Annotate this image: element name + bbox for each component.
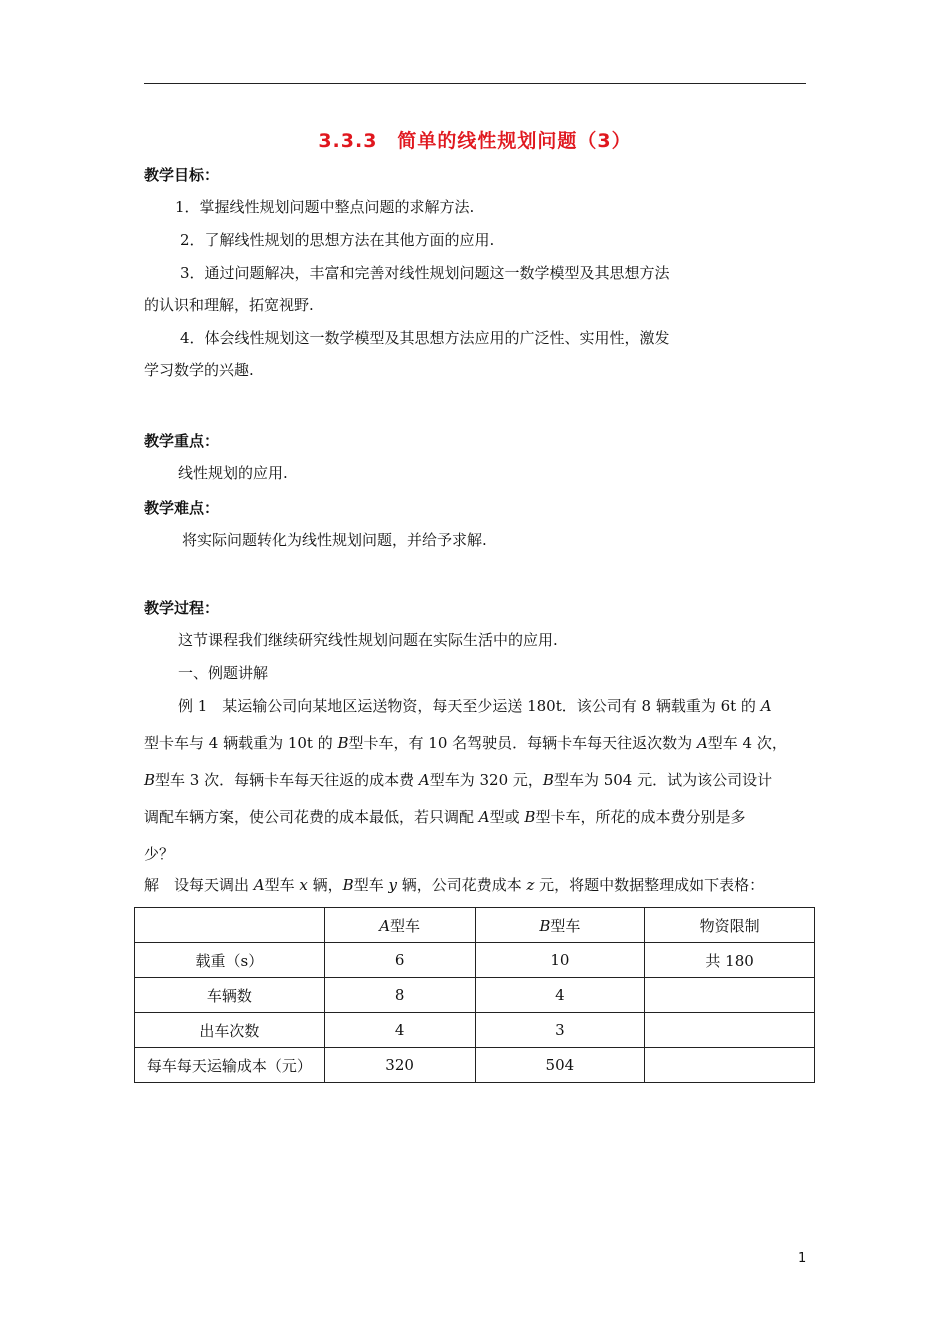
goal-item-4: 4．体会线性规划这一数学模型及其思想方法应用的广泛性、实用性，激发	[180, 329, 670, 347]
table-row	[135, 978, 815, 1013]
section-heading: 一、例题讲解	[178, 664, 269, 682]
difficulty-heading: 教学难点：	[144, 499, 220, 517]
table-header-cell: B型车	[475, 908, 645, 943]
process-intro: 这节课程我们继续研究线性规划问题在实际生活中的应用.	[178, 631, 558, 649]
example-line-2: 型卡车与 4 辆载重为 10t 的 B型卡车，有 10 名驾驶员．每辆卡车每天往返次数为 A型车 4 次，	[144, 734, 787, 752]
page-title: 3.3.3 简单的线性规划问题（3）	[318, 130, 632, 152]
table-row	[135, 1048, 815, 1083]
table-header-cell: 物资限制	[645, 908, 815, 943]
table-cell	[645, 1013, 815, 1048]
example-line-4: 调配车辆方案，使公司花费的成本最低，若只调配 A型或 B型卡车，所花的成本费分别是多	[144, 808, 746, 826]
table-cell: 10	[475, 943, 645, 978]
table-cell: 每车每天运输成本（元）	[135, 1048, 325, 1083]
process-heading: 教学过程：	[144, 599, 220, 617]
table-row	[135, 943, 815, 978]
goal-item-3: 3．通过问题解决，丰富和完善对线性规划问题这一数学模型及其思想方法	[180, 264, 670, 282]
table-row	[135, 1013, 815, 1048]
example-line-3: B型车 3 次．每辆卡车每天往返的成本费 A型车为 320 元，B型车为 504 元．试为该公司设计	[144, 771, 773, 789]
table-cell	[645, 1048, 815, 1083]
table-cell: 6	[324, 943, 475, 978]
table-cell: 4	[324, 1013, 475, 1048]
table-cell: 共 180	[645, 943, 815, 978]
table-cell: 车辆数	[135, 978, 325, 1013]
goal-item-4-cont: 学习数学的兴趣.	[144, 361, 254, 379]
goal-item-2: 2．了解线性规划的思想方法在其他方面的应用.	[180, 231, 495, 249]
goal-item-1: 1．掌握线性规划问题中整点问题的求解方法.	[175, 198, 475, 216]
table-cell: 4	[475, 978, 645, 1013]
table-cell: 8	[324, 978, 475, 1013]
table-header-cell: A型车	[324, 908, 475, 943]
goals-heading: 教学目标：	[144, 166, 220, 184]
example-line-1: 例 1 某运输公司向某地区运送物资，每天至少运送 180t．该公司有 8 辆载重为 6t 的 A	[178, 697, 772, 715]
goal-item-3-cont: 的认识和理解，拓宽视野.	[144, 296, 314, 314]
table-cell: 504	[475, 1048, 645, 1083]
example-line-5: 少？	[144, 845, 175, 863]
difficulty-text: 将实际问题转化为线性规划问题，并给予求解.	[182, 531, 487, 549]
page-number: 1	[798, 1251, 807, 1266]
table-cell: 320	[324, 1048, 475, 1083]
table-header-cell	[135, 908, 325, 943]
table-cell: 出车次数	[135, 1013, 325, 1048]
header-rule	[144, 83, 806, 84]
table-cell: 载重（s）	[135, 943, 325, 978]
table-cell	[645, 978, 815, 1013]
table-header-row	[135, 908, 815, 943]
table-cell: 3	[475, 1013, 645, 1048]
solution-line: 解 设每天调出 A型车 x 辆，B型车 y 辆，公司花费成本 z 元，将题中数据整理成如下表格：	[144, 876, 765, 894]
data-table	[134, 907, 815, 1083]
key-heading: 教学重点：	[144, 432, 220, 450]
key-text: 线性规划的应用.	[178, 464, 288, 482]
